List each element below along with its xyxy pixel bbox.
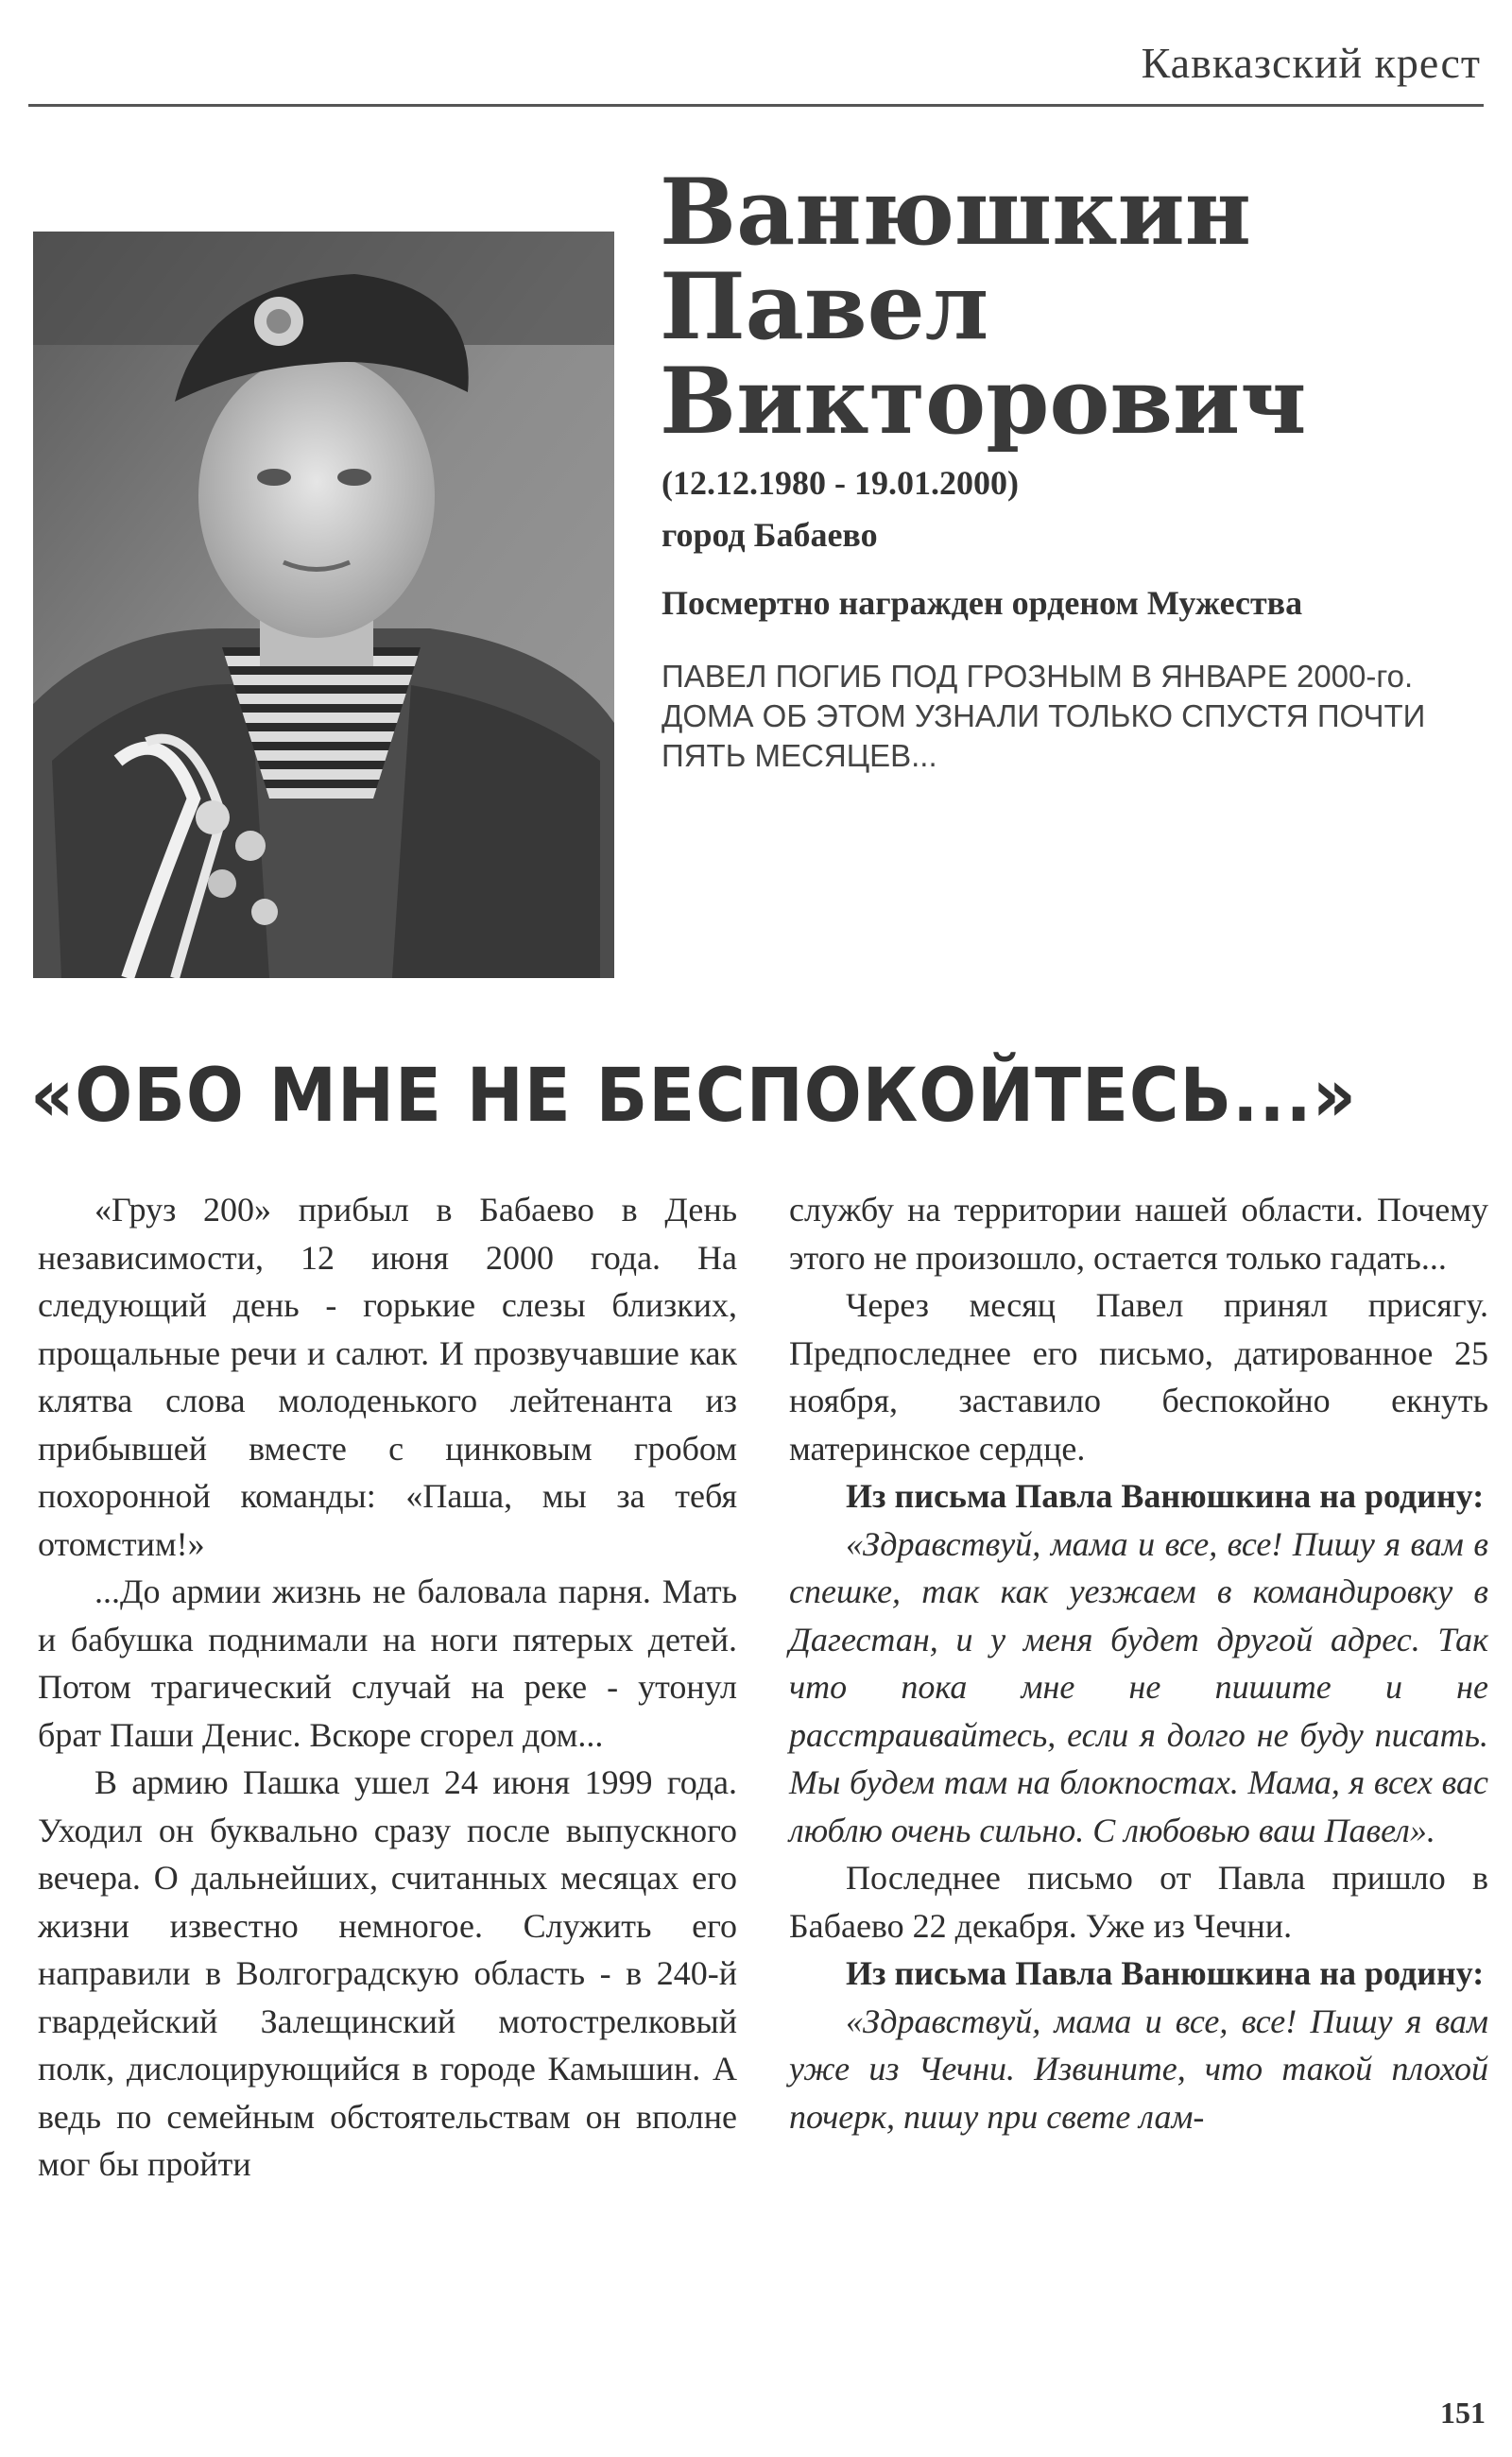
paragraph: В армию Пашка ушел 24 июня 1999 года. Уходил он буквально сразу после выпускного вечера. О дальнейших, считанных месяцах его жизни известно немногое. Служить его направили в Волгоградскую область - в 240-й гвардейский Залещинский мотострелковый полк, дислоцирующийся в городе Камышин. А ведь по семейным обстоятельствам он вполне мог бы пройти	[38, 1763, 737, 2183]
paragraph: Через месяц Павел принял присягу. Предпоследнее его письмо, датированное 25 ноября, заставило беспокойно екнуть материнское сердце.	[789, 1286, 1488, 1468]
page-number: 151	[1440, 2396, 1486, 2430]
letter-heading: Из письма Павла Ванюшкина на родину:	[846, 1477, 1485, 1515]
letter-quote: «Здравствуй, мама и все, все! Пишу я вам в спешке, так как уезжаем в командировку в Дагестан, и у меня будет другой адрес. Так что пока мне не пишите и не расстраивайтесь, если я долго не буду писать. Мы будем там на блокпостах. Мама, я всех вас люблю очень сильно. С любовью ваш Павел».	[789, 1524, 1488, 1849]
letter-quote: «Здравствуй, мама и все, все! Пишу я вам уже из Чечни. Извините, что такой плохой почерк, пишу при свете лам-	[789, 2002, 1488, 2136]
name-line-first: Павел	[660, 253, 989, 360]
name-line-patronymic: Викторович	[660, 348, 1307, 455]
paragraph: Последнее письмо от Павла пришло в Бабаево 22 декабря. Уже из Чечни.	[789, 1859, 1488, 1945]
header-rule	[28, 104, 1484, 107]
portrait-photo	[33, 232, 614, 978]
lead-paragraph: ПАВЕЛ ПОГИБ ПОД ГРОЗНЫМ В ЯНВАРЕ 2000-го. ДОМА ОБ ЭТОМ УЗНАЛИ ТОЛЬКО СПУСТЯ ПОЧТИ ПЯТЬ МЕСЯЦЕВ...	[662, 659, 1426, 773]
life-dates: (12.12.1980 - 19.01.2000)	[662, 464, 1019, 502]
running-header: Кавказский крест	[1141, 39, 1481, 87]
paragraph: «Груз 200» прибыл в Бабаево в День независимости, 12 июня 2000 года. На следующий день - горькие слезы близких, прощальные речи и салют. И прозвучавшие как клятва слова молоденького лейтенанта из прибывшей вместе с цинковым гробом похоронной команды: «Паша, мы за тебя отомстим!»	[38, 1191, 737, 1563]
article-headline: «ОБО МНЕ НЕ БЕСПОКОЙТЕСЬ...»	[30, 1054, 1357, 1139]
person-name	[660, 159, 1307, 455]
paragraph: службу на территории нашей области. Почему этого не произошло, остается только гадать...	[789, 1191, 1488, 1277]
article-column-right	[789, 1186, 1488, 2140]
award-line: Посмертно награжден орденом Мужества	[662, 584, 1303, 622]
name-line-surname: Ванюшкин	[660, 159, 1252, 266]
paragraph: ...До армии жизнь не баловала парня. Мать и бабушка поднимали на ноги пятерых детей. Потом трагический случай на реке - утонул брат Паши Денис. Вскоре сгорел дом...	[38, 1572, 737, 1754]
article-column-left	[38, 1186, 737, 2189]
home-city: город Бабаево	[662, 516, 878, 554]
letter-heading: Из письма Павла Ванюшкина на родину:	[846, 1954, 1485, 1992]
